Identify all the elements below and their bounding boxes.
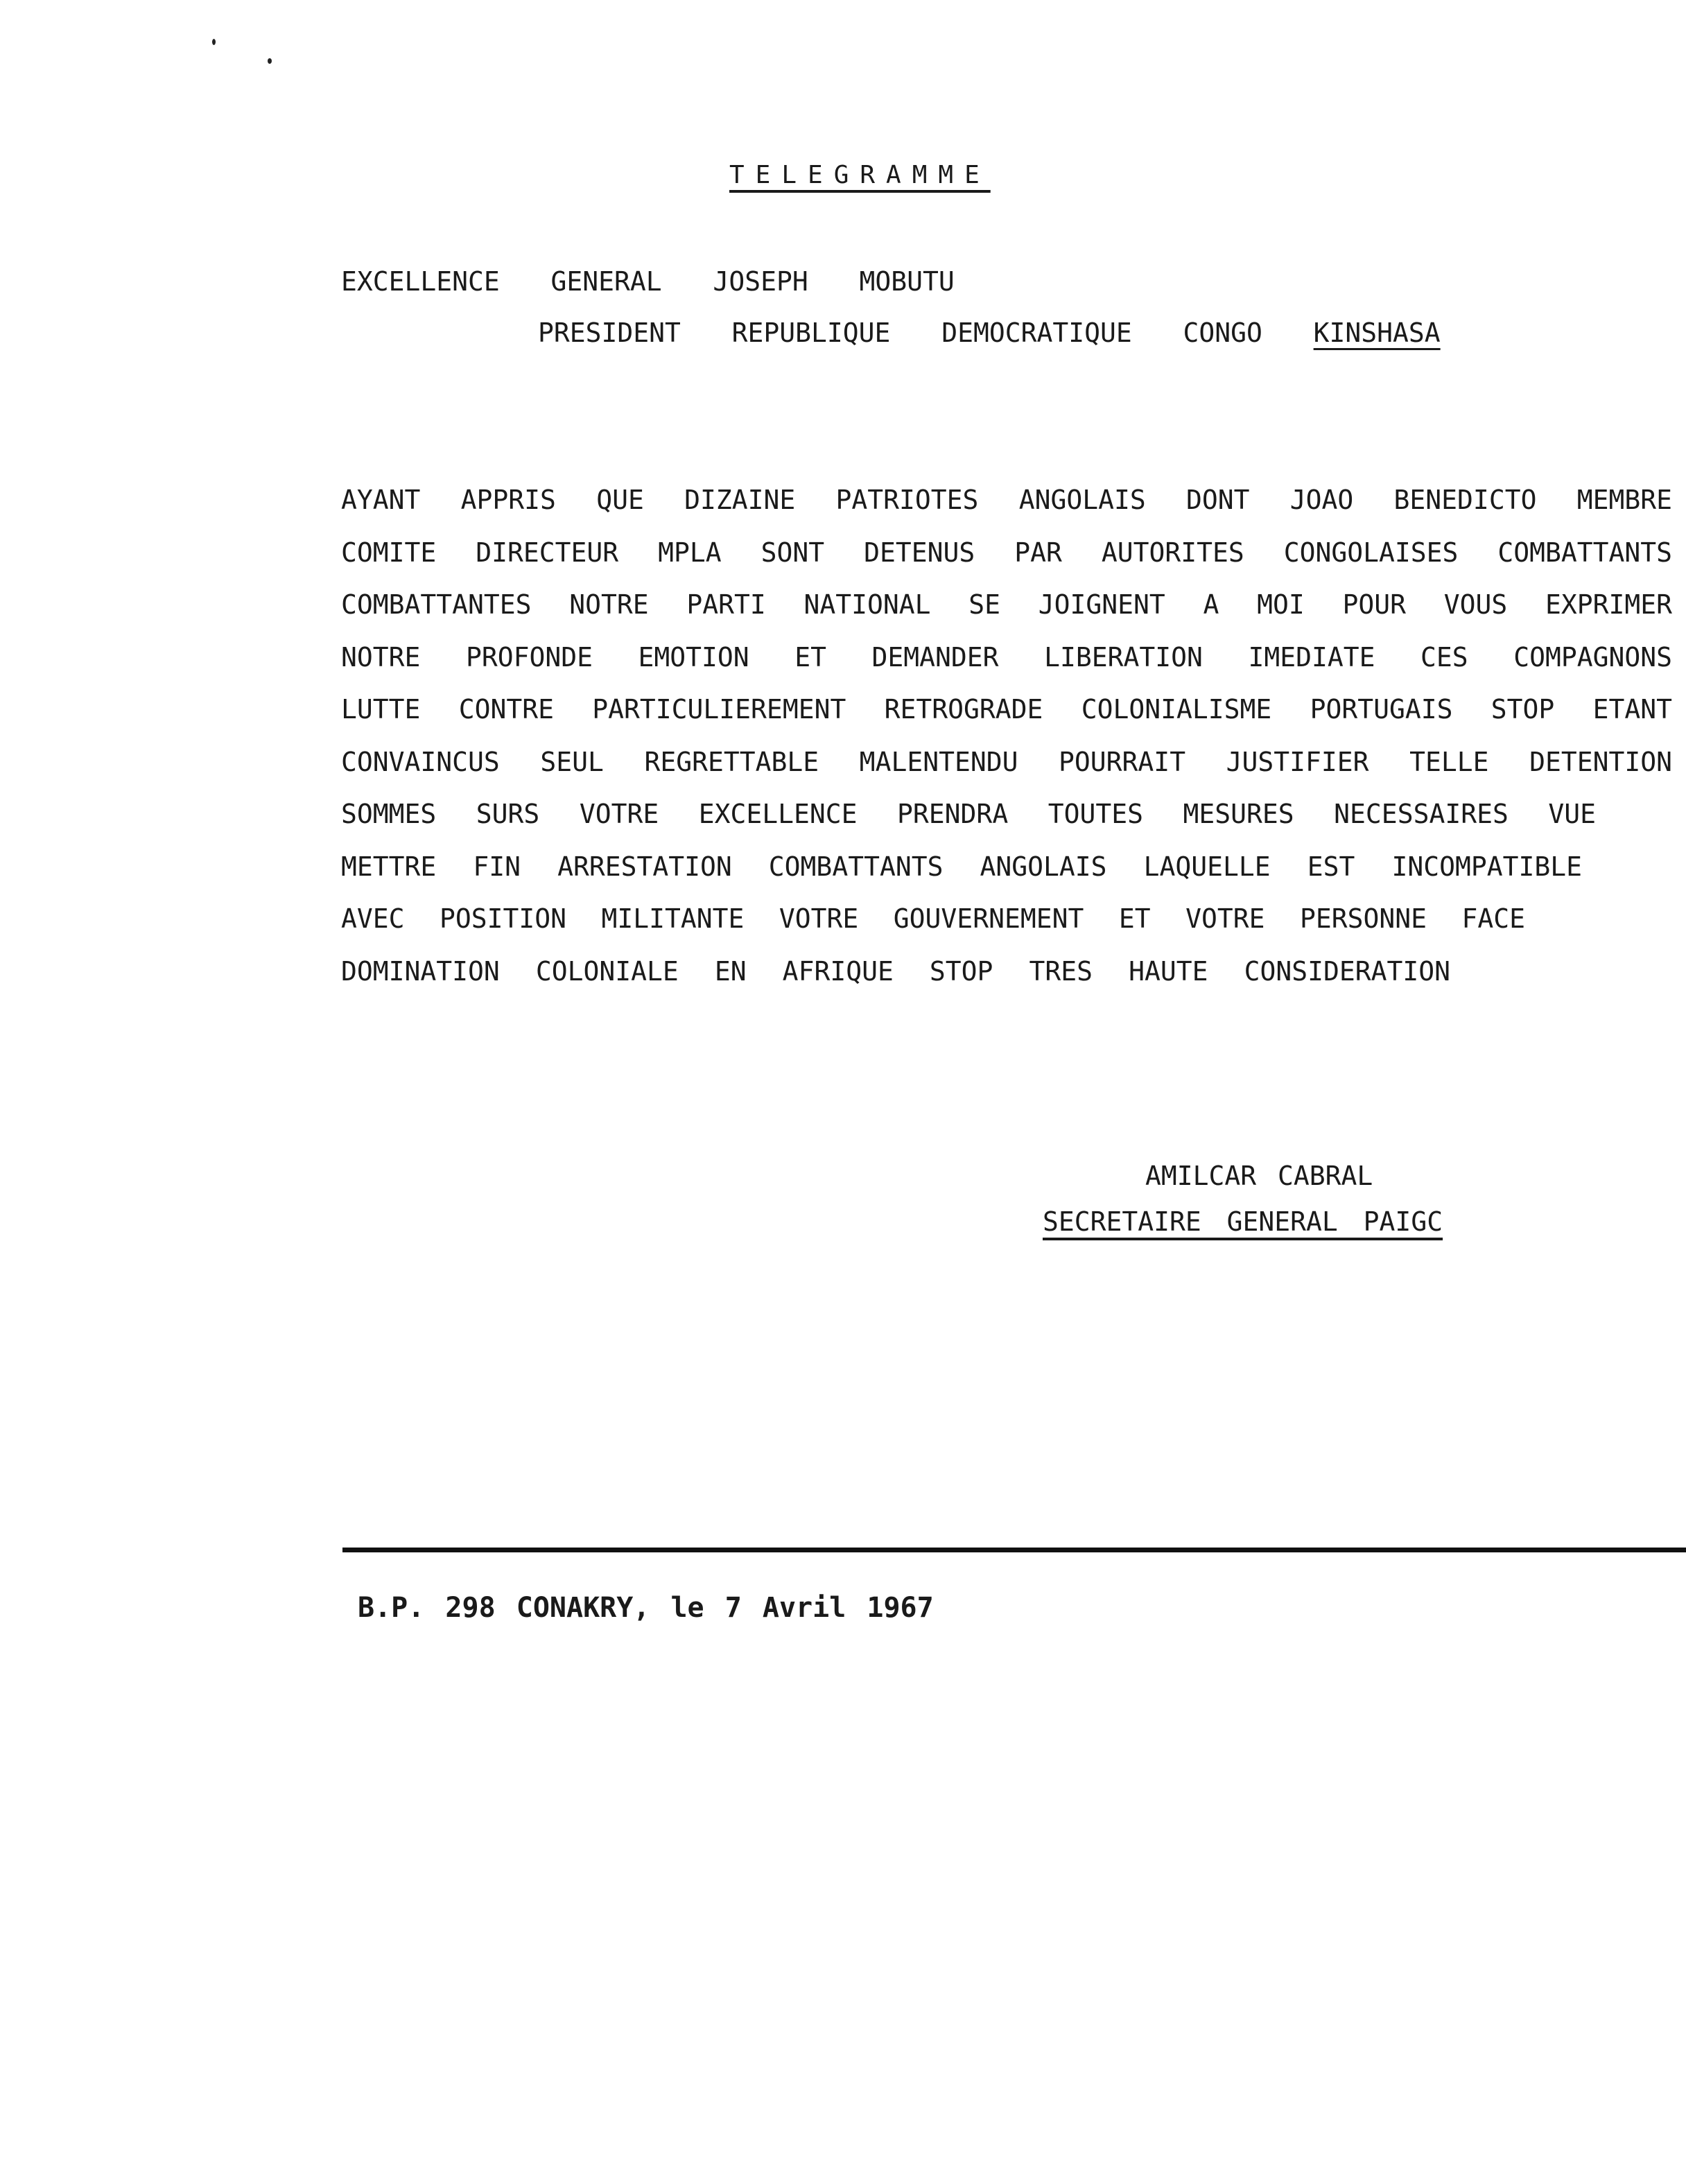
- body-line: DOMINATION COLONIALE EN AFRIQUE STOP TRES HAUTE CONSIDERATION: [341, 955, 1450, 987]
- signature-block: [1043, 1155, 1486, 1237]
- body-line: COMBATTANTES NOTRE PARTI NATIONAL SE JOIGNENT A MOI POUR VOUS EXPRIMER: [341, 589, 1672, 620]
- body-line: AVEC POSITION MILITANTE VOTRE GOUVERNEMENT ET VOTRE PERSONNE FACE: [341, 903, 1525, 934]
- document-title: TELEGRAMME: [729, 161, 991, 189]
- body-line: COMITE DIRECTEUR MPLA SONT DETENUS PAR AUTORITES CONGOLAISES COMBATTANTS: [341, 537, 1672, 568]
- addressee-line-2-text: PRESIDENT REPUBLIQUE DEMOCRATIQUE CONGO: [538, 318, 1314, 348]
- body-line: CONVAINCUS SEUL REGRETTABLE MALENTENDU POURRAIT JUSTIFIER TELLE DETENTION: [341, 746, 1672, 777]
- addressee-city: KINSHASA: [1313, 318, 1441, 348]
- signatory-name: AMILCAR CABRAL: [1145, 1161, 1373, 1191]
- telegram-body: [341, 474, 1672, 998]
- addressee-line-1: EXCELLENCE GENERAL JOSEPH MOBUTU: [341, 266, 955, 297]
- scan-speck: [268, 58, 272, 64]
- scan-speck: [212, 39, 216, 45]
- body-line: METTRE FIN ARRESTATION COMBATTANTS ANGOLAIS LAQUELLE EST INCOMPATIBLE: [341, 851, 1582, 882]
- footer-divider: [342, 1548, 1686, 1552]
- body-line: AYANT APPRIS QUE DIZAINE PATRIOTES ANGOLAIS DONT JOAO BENEDICTO MEMBRE: [341, 485, 1672, 515]
- body-line: NOTRE PROFONDE EMOTION ET DEMANDER LIBERATION IMEDIATE CES COMPAGNONS: [341, 641, 1672, 673]
- body-line: LUTTE CONTRE PARTICULIEREMENT RETROGRADE COLONIALISME PORTUGAIS STOP ETANT: [341, 694, 1672, 725]
- footer-address-date: B.P. 298 CONAKRY, le 7 Avril 1967: [358, 1592, 934, 1624]
- body-line: SOMMES SURS VOTRE EXCELLENCE PRENDRA TOUTES MESURES NECESSAIRES VUE: [341, 799, 1596, 829]
- addressee-line-2: [538, 318, 1441, 348]
- signatory-title: SECRETAIRE GENERAL PAIGC: [1043, 1206, 1443, 1237]
